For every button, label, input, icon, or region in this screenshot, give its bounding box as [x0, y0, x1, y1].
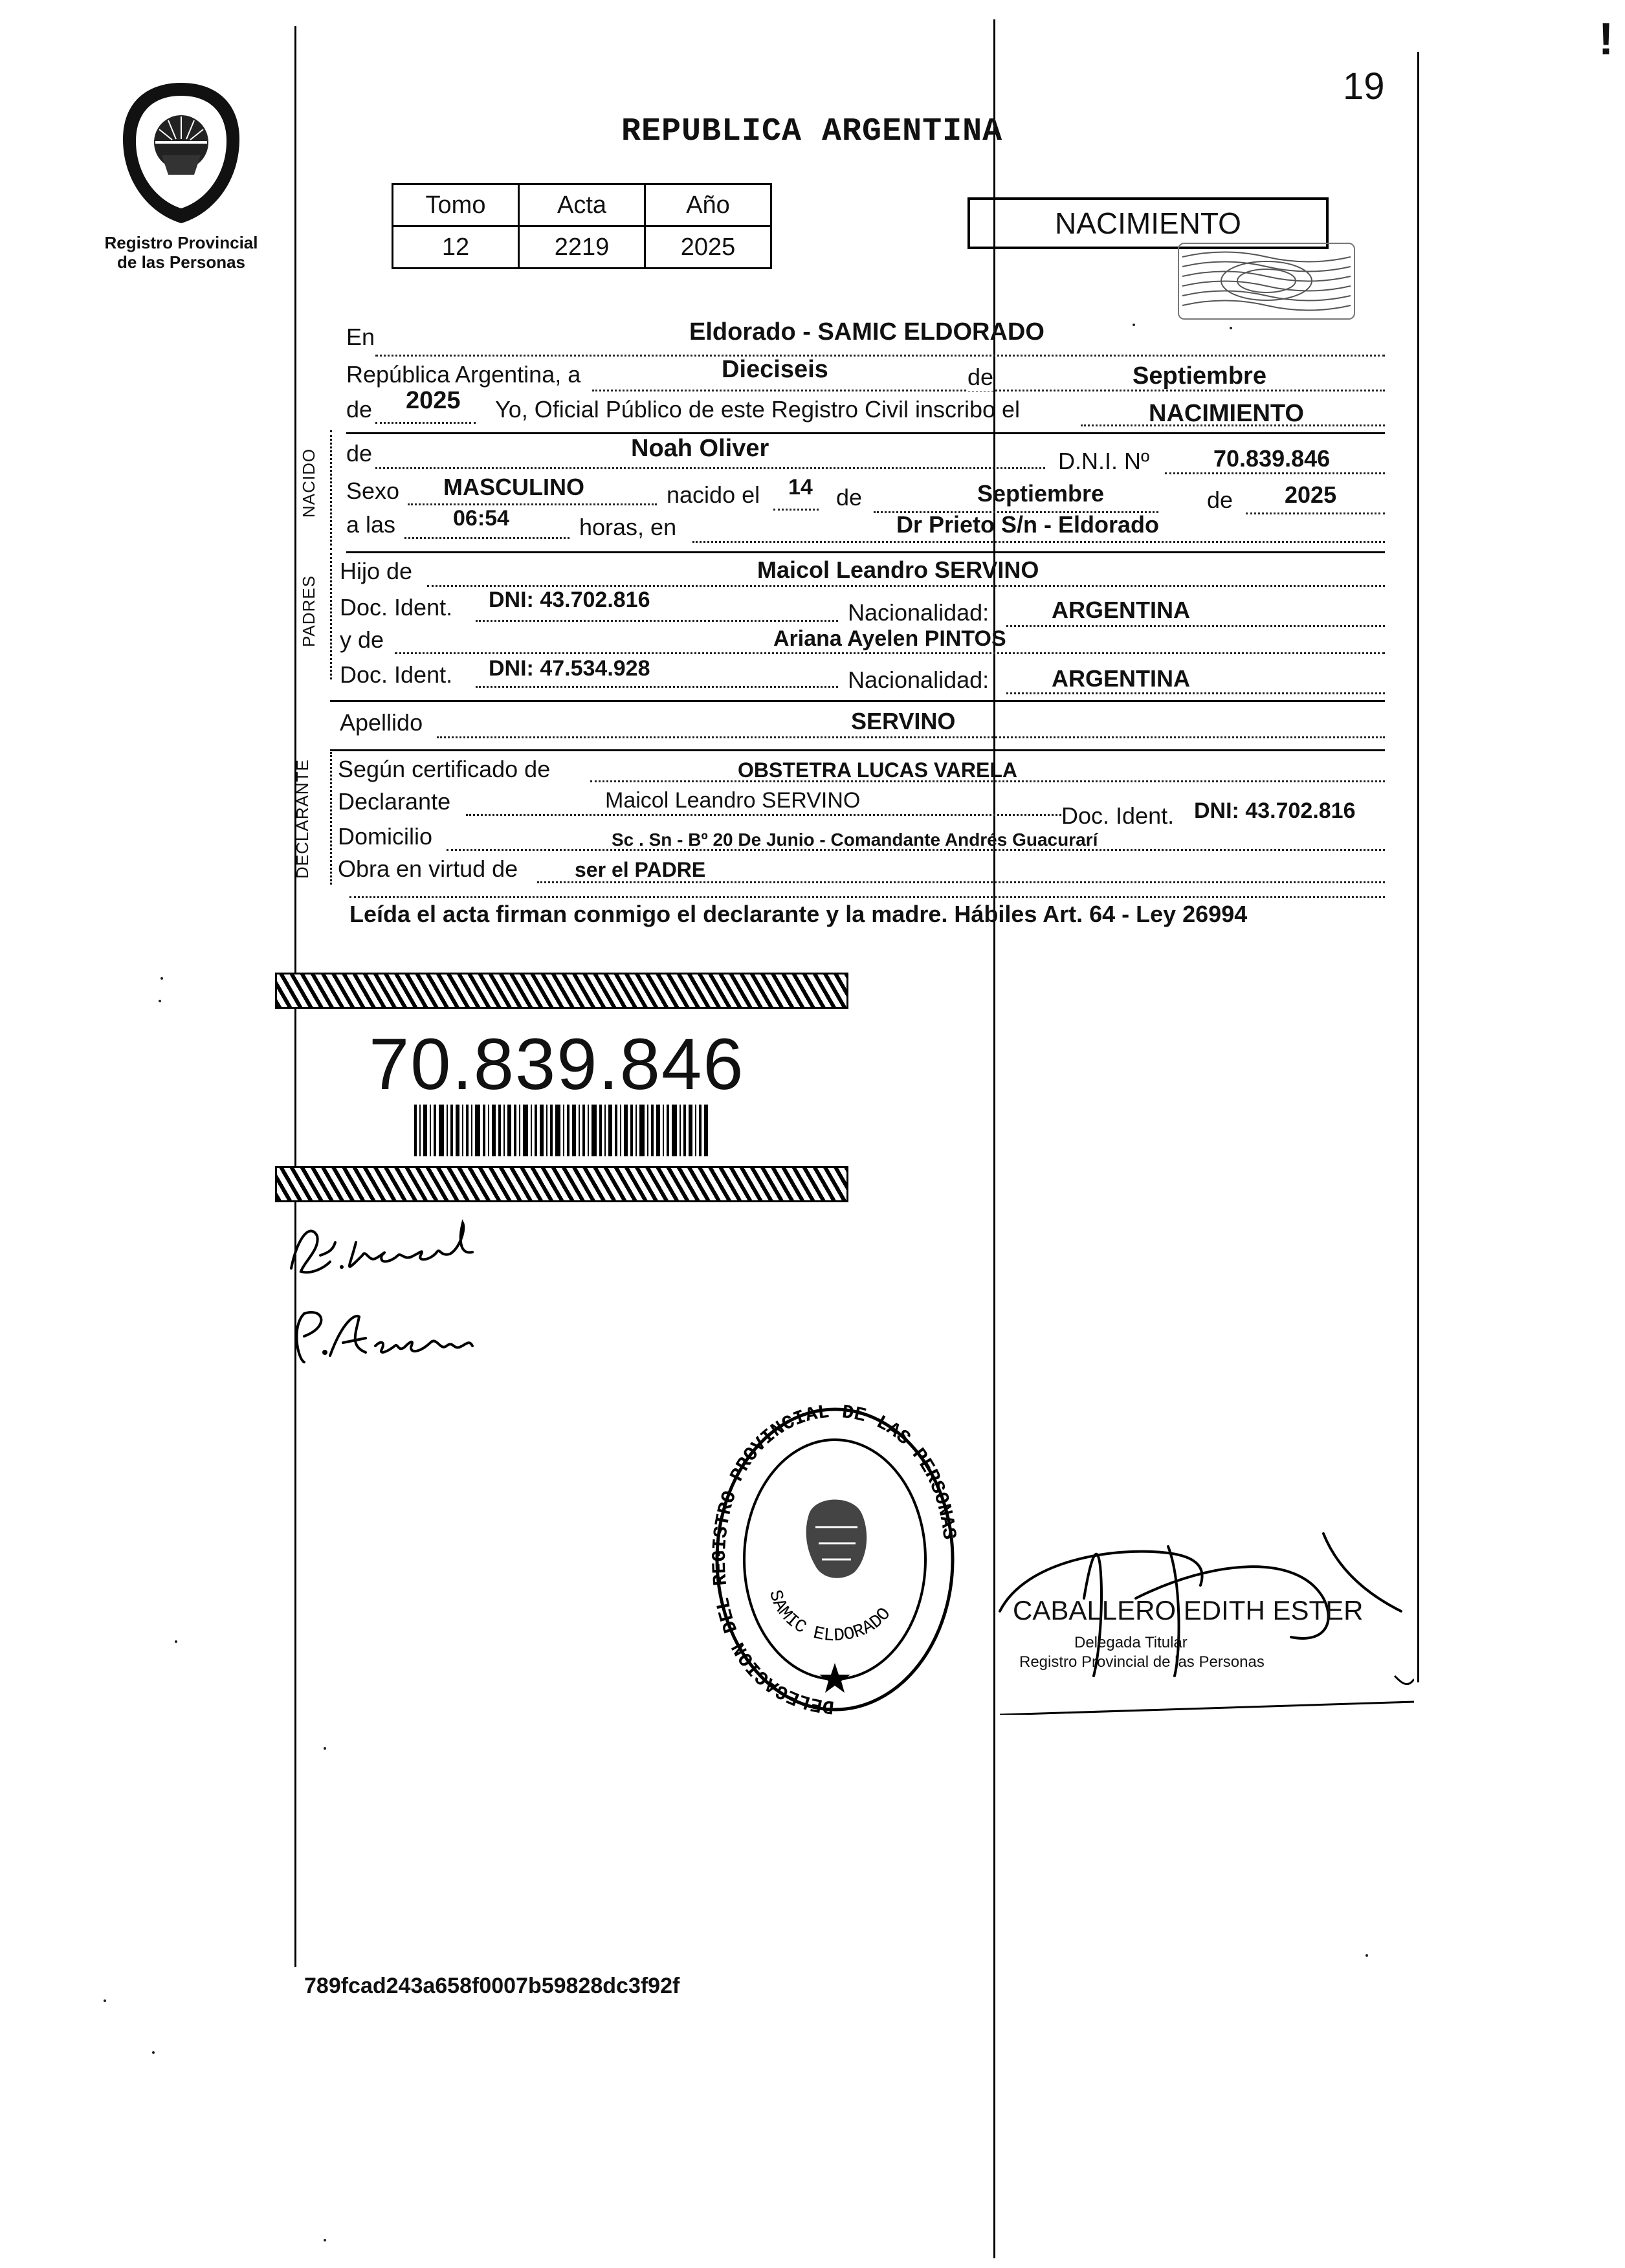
apellido-value: SERVINO: [851, 708, 956, 734]
dots: [1006, 625, 1385, 627]
seal-inner-text: SAMIC ELDORADO: [764, 1587, 896, 1647]
en-label: En: [346, 324, 375, 350]
certificado-label: Según certificado de: [338, 756, 551, 782]
official-role: Delegada Titular: [1074, 1634, 1188, 1651]
dni-label: D.N.I. Nº: [1058, 448, 1150, 474]
rule: [330, 700, 1385, 702]
day-value: Dieciseis: [722, 356, 828, 383]
rule: [346, 432, 1385, 434]
seal-ring-text: DELEGACION DEL R STRO PROVINCIAL DE LAS PERSONAS: [712, 1404, 958, 1715]
tomo-value: 12: [393, 226, 519, 269]
document-hash: 789fcad243a658f0007b59828dc3f92f: [304, 1974, 680, 1998]
sexo-label: Sexo: [346, 478, 400, 504]
father-nacionalidad-label: Nacionalidad:: [848, 599, 989, 626]
father-signature: [285, 1217, 505, 1281]
birth-time: 06:54: [453, 506, 509, 531]
a-las-label: a las: [346, 511, 396, 538]
id-number-large: 70.839.846: [369, 1024, 745, 1105]
rule: [346, 551, 1385, 553]
delegation-seal: [712, 1404, 958, 1715]
dots: [773, 509, 819, 511]
record-reference-table: [392, 183, 772, 269]
padres-section-label: PADRES: [299, 575, 318, 647]
section-rule: [330, 752, 332, 885]
dots: [404, 537, 569, 539]
mother-doc-label: Doc. Ident.: [340, 661, 453, 688]
place-of-registration: Eldorado - SAMIC ELDORADO: [689, 318, 1045, 346]
logo-caption: [84, 233, 278, 272]
logo-caption-line1: Registro Provincial: [104, 233, 258, 252]
speck: [324, 2239, 326, 2241]
section-rule: [330, 430, 332, 550]
ano-value: 2025: [645, 226, 771, 269]
logo-caption-line2: de las Personas: [117, 252, 245, 272]
horas-label: horas, en: [579, 514, 677, 540]
document-title: REPUBLICA ARGENTINA: [621, 113, 1003, 150]
official-registry: Registro Provincial de las Personas: [1019, 1653, 1265, 1671]
official-name: CABALLERO EDITH ESTER: [1013, 1595, 1364, 1625]
birth-de2-label: de: [1207, 487, 1233, 513]
acta-header: Acta: [519, 184, 645, 226]
dots: [1246, 512, 1385, 514]
dots: [375, 467, 1045, 469]
declarante-section-label: DECLARANTE: [293, 759, 312, 879]
de-label: de: [967, 364, 994, 390]
obra-label: Obra en virtud de: [338, 855, 518, 882]
dots: [408, 503, 657, 505]
declarante-doc: DNI: 43.702.816: [1194, 798, 1356, 823]
republica-label: República Argentina, a: [346, 361, 581, 388]
obra-value: ser el PADRE: [575, 858, 706, 881]
certificado-value: OBSTETRA LUCAS VARELA: [738, 758, 1017, 782]
province-emblem-logo: [116, 78, 246, 226]
birth-de-label: de: [836, 484, 863, 511]
dots: [395, 652, 1385, 654]
barcode-top-border: [275, 973, 848, 1009]
mother-name: Ariana Ayelen PINTOS: [773, 626, 1006, 651]
speck: [1230, 327, 1232, 329]
declarante-doc-label: Doc. Ident.: [1061, 802, 1175, 829]
security-hologram: [1178, 243, 1355, 320]
speck: [175, 1640, 177, 1643]
father-doc-label: Doc. Ident.: [340, 594, 453, 621]
month-value: Septiembre: [1133, 362, 1266, 390]
nacido-el-label: nacido el: [667, 481, 760, 508]
dots: [1165, 472, 1385, 474]
dots: [427, 585, 1385, 587]
father-name: Maicol Leandro SERVINO: [757, 556, 1039, 583]
dots: [692, 541, 1385, 543]
speck: [1133, 324, 1135, 326]
dots: [476, 686, 838, 688]
birth-month: Septiembre: [977, 480, 1105, 507]
domicilio-label: Domicilio: [338, 823, 433, 850]
oficial-text: Yo, Oficial Público de este Registro Civil inscribo el: [495, 396, 1021, 423]
child-dni: 70.839.846: [1213, 445, 1331, 472]
dots: [466, 814, 1061, 816]
sexo-value: MASCULINO: [443, 474, 584, 500]
record-type-box: NACIMIENTO: [967, 197, 1329, 249]
mother-doc: DNI: 47.534.928: [489, 656, 650, 681]
father-nationality: ARGENTINA: [1052, 597, 1190, 623]
speck: [1365, 1954, 1368, 1957]
nacido-section-label: NACIDO: [299, 448, 318, 518]
birth-year: 2025: [1285, 481, 1337, 508]
acta-value: 2219: [519, 226, 645, 269]
mother-nacionalidad-label: Nacionalidad:: [848, 666, 989, 693]
mother-nationality: ARGENTINA: [1052, 665, 1190, 692]
tomo-header: Tomo: [393, 184, 519, 226]
birth-place: Dr Prieto S/n - Eldorado: [896, 511, 1160, 538]
hijo-de-label: Hijo de: [340, 558, 413, 584]
year-prefix: de: [346, 396, 373, 423]
dots: [1006, 692, 1385, 694]
dots: [476, 620, 838, 622]
barcode-bottom-border: [275, 1166, 848, 1202]
svg-text:SAMIC ELDORADO: [764, 1588, 895, 1646]
speck: [324, 1747, 326, 1750]
ano-header: Año: [645, 184, 771, 226]
y-de-label: y de: [340, 626, 384, 653]
page-number: 19: [1343, 65, 1385, 107]
speck: [152, 2051, 155, 2054]
speck: [160, 977, 163, 980]
birth-day: 14: [788, 475, 813, 500]
year-value: 2025: [406, 387, 461, 414]
dots: [349, 896, 1385, 898]
mother-signature: [285, 1301, 492, 1372]
speck: [159, 1000, 161, 1002]
domicilio-value: Sc . Sn - Bº 20 De Junio - Comandante Andrés Guacurarí: [612, 830, 1098, 850]
child-name: Noah Oliver: [631, 435, 769, 462]
dots: [375, 422, 476, 424]
inscribe-value: NACIMIENTO: [1149, 400, 1304, 427]
rule: [330, 749, 1385, 751]
declarante-value: Maicol Leandro SERVINO: [605, 788, 861, 813]
dots: [375, 355, 1385, 357]
dots: [437, 736, 1385, 738]
father-doc: DNI: 43.702.816: [489, 588, 650, 612]
nacido-de-label: de: [346, 440, 373, 467]
barcode: [414, 1105, 709, 1156]
speck: [104, 1999, 106, 2002]
apellido-label: Apellido: [340, 709, 423, 736]
corner-mark: !: [1598, 14, 1614, 64]
declarante-label: Declarante: [338, 788, 451, 815]
section-rule: [330, 553, 332, 679]
right-margin-line: [1417, 52, 1419, 1682]
closing-note: Leída el acta firman conmigo el declarante y la madre. Hábiles Art. 64 - Ley 26994: [349, 901, 1248, 927]
